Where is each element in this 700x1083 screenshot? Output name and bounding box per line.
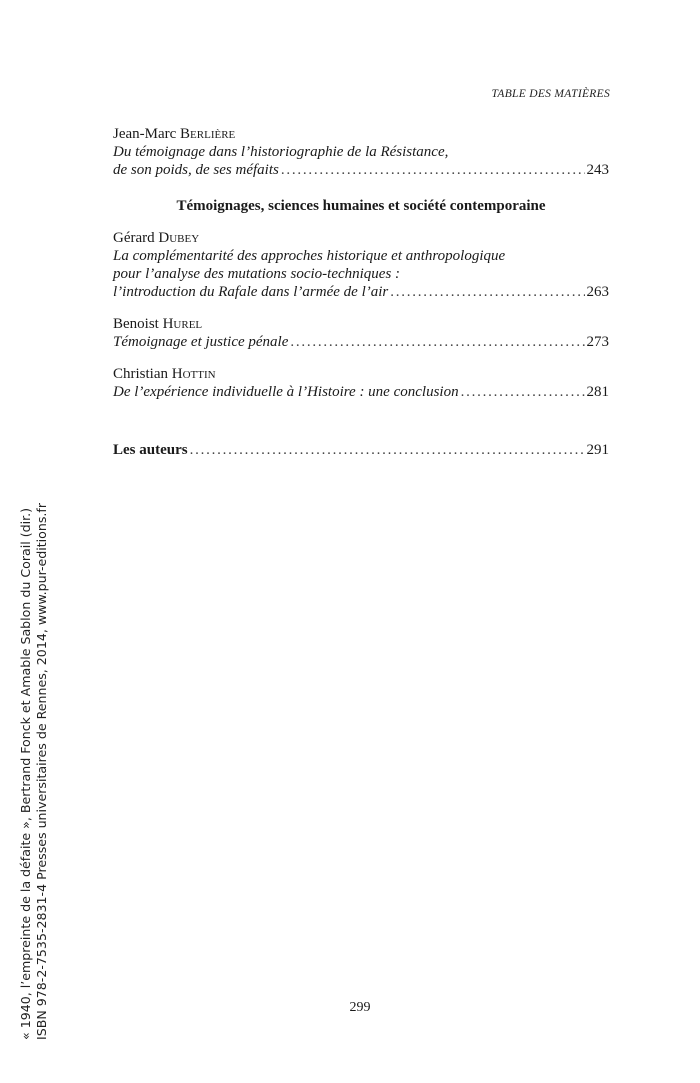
entry-author bbox=[113, 125, 609, 143]
entry-title-text: De l’expérience individuelle à l’Histoire : une conclusion bbox=[113, 384, 459, 400]
entry-page-number: 281 bbox=[586, 384, 609, 400]
entry-title-text: l’introduction du Rafale dans l’armée de l’air bbox=[113, 284, 389, 300]
toc-entry-hurel bbox=[113, 315, 609, 351]
author-first-name: Jean-Marc bbox=[113, 126, 177, 142]
author-last-name: Dubey bbox=[158, 230, 200, 246]
dot-leader bbox=[281, 161, 585, 179]
entry-author bbox=[113, 315, 609, 333]
entry-page-number: 263 bbox=[586, 284, 609, 300]
entry-title-text: Témoignage et justice pénale bbox=[113, 334, 289, 350]
entry-title-last-line bbox=[113, 333, 609, 351]
entry-title-last-line bbox=[113, 283, 609, 301]
entry-author bbox=[113, 229, 609, 247]
entry-page-number: 243 bbox=[586, 162, 609, 178]
dot-leader bbox=[290, 333, 584, 351]
entry-author bbox=[113, 365, 609, 383]
entry-title-line: La complémentarité des approches historique et anthropologique bbox=[113, 248, 506, 264]
toc-entry-les-auteurs bbox=[113, 441, 609, 459]
author-last-name: Hottin bbox=[171, 366, 216, 382]
author-last-name: Berlière bbox=[180, 126, 236, 142]
author-first-name: Christian bbox=[113, 366, 168, 382]
sidebar-line-1: « 1940, l’empreinte de la défaite », Bertrand Fonck et Amable Sablon du Corail (dir.) bbox=[18, 507, 33, 1040]
entry-page-number: 291 bbox=[586, 442, 609, 458]
toc-entry-hottin bbox=[113, 365, 609, 401]
author-last-name: Hurel bbox=[162, 316, 203, 332]
dot-leader bbox=[390, 283, 584, 301]
table-of-contents bbox=[113, 125, 609, 459]
author-first-name: Benoist bbox=[113, 316, 159, 332]
dot-leader bbox=[461, 383, 585, 401]
entry-title-last-line bbox=[113, 161, 609, 179]
sidebar-line-2: ISBN 978-2-7535-2831-4 Presses universitaires de Rennes, 2014, www.pur-editions.fr bbox=[34, 502, 49, 1040]
entry-title-line: Du témoignage dans l’historiographie de la Résistance, bbox=[113, 144, 449, 160]
section-heading: Témoignages, sciences humaines et société contemporaine bbox=[176, 198, 546, 214]
author-first-name: Gérard bbox=[113, 230, 155, 246]
copyright-sidebar bbox=[18, 503, 50, 1040]
entry-title-line: pour l’analyse des mutations socio-techniques : bbox=[113, 266, 401, 282]
entry-page-number: 273 bbox=[586, 334, 609, 350]
running-head: TABLE DES MATIÈRES bbox=[491, 88, 610, 100]
dot-leader bbox=[190, 441, 585, 459]
toc-entry-berliere bbox=[113, 125, 609, 179]
entry-title-last-line bbox=[113, 383, 609, 401]
entry-title-text: de son poids, de ses méfaits bbox=[113, 162, 279, 178]
toc-entry-dubey bbox=[113, 229, 609, 301]
entry-title-text: Les auteurs bbox=[113, 442, 188, 458]
page-number: 299 bbox=[349, 1000, 371, 1015]
